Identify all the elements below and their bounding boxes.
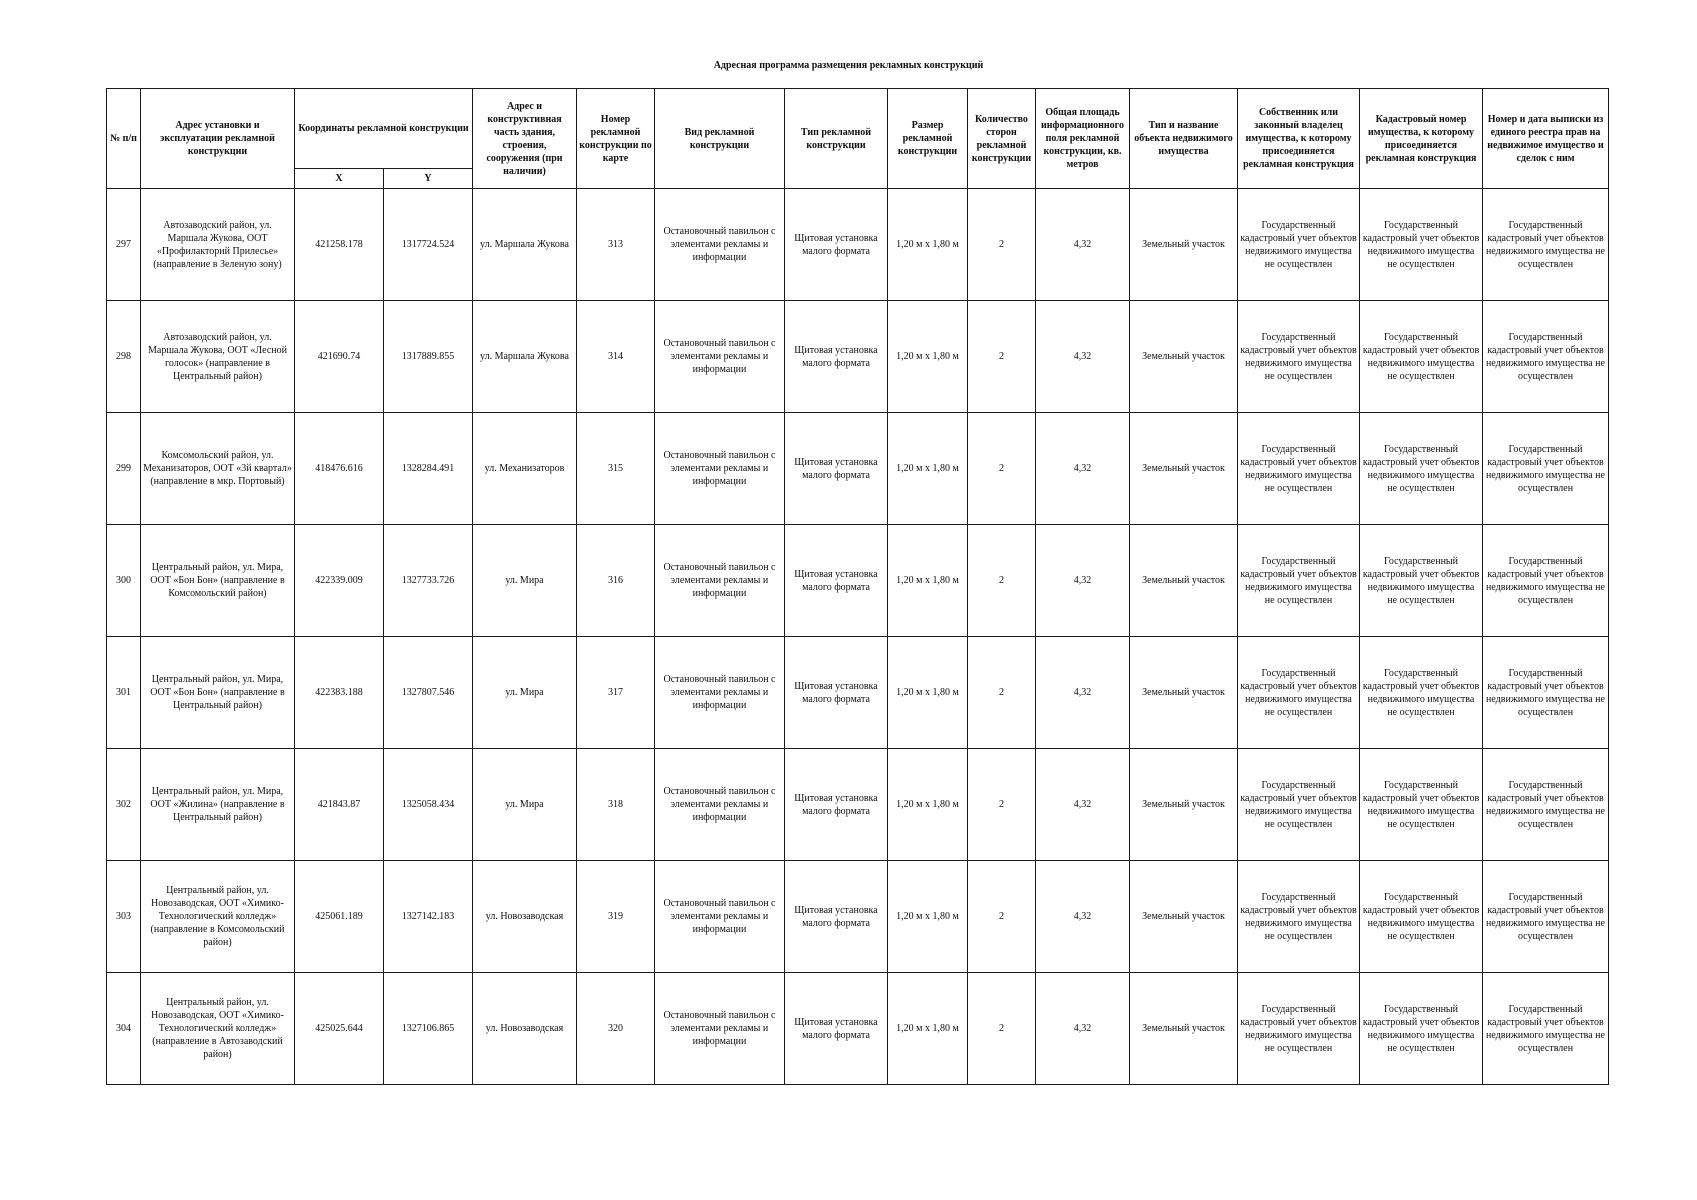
cell-cadastral: Государственный кадастровый учет объектов недвижимого имущества не осуществлен [1360,861,1483,973]
cell-num: 301 [107,637,141,749]
cell-kind: Остановочный павильон с элементами рекламы и информации [655,973,785,1085]
cell-size: 1,20 м х 1,80 м [888,525,968,637]
cell-num: 303 [107,861,141,973]
cell-object: Земельный участок [1130,525,1238,637]
cell-kind: Остановочный павильон с элементами рекламы и информации [655,861,785,973]
header-owner: Собственник или законный владелец имущества, к которому присоединяется рекламная конструкция [1238,89,1360,189]
cell-y: 1317889.855 [384,301,473,413]
cell-map-num: 320 [577,973,655,1085]
header-kind: Вид рекламной конструкции [655,89,785,189]
cell-type: Щитовая установка малого формата [785,525,888,637]
cell-registry: Государственный кадастровый учет объектов недвижимого имущества не осуществлен [1483,525,1609,637]
cell-cadastral: Государственный кадастровый учет объектов недвижимого имущества не осуществлен [1360,189,1483,301]
cell-kind: Остановочный павильон с элементами рекламы и информации [655,301,785,413]
cell-y: 1325058.434 [384,749,473,861]
cell-map-num: 313 [577,189,655,301]
cell-address: Автозаводский район, ул. Маршала Жукова, ООТ «Лесной голосок» (направление в Центральный район) [141,301,295,413]
table-row [107,973,1609,1085]
table-body [107,189,1609,1085]
cell-object: Земельный участок [1130,861,1238,973]
cell-num: 297 [107,189,141,301]
cell-y: 1327733.726 [384,525,473,637]
cell-area: 4,32 [1036,413,1130,525]
cell-x: 418476.616 [295,413,384,525]
cell-building: ул. Новозаводская [473,973,577,1085]
cell-map-num: 319 [577,861,655,973]
cell-owner: Государственный кадастровый учет объектов недвижимого имущества не осуществлен [1238,861,1360,973]
cell-map-num: 314 [577,301,655,413]
cell-registry: Государственный кадастровый учет объектов недвижимого имущества не осуществлен [1483,973,1609,1085]
cell-size: 1,20 м х 1,80 м [888,637,968,749]
cell-y: 1328284.491 [384,413,473,525]
cell-size: 1,20 м х 1,80 м [888,189,968,301]
header-coords: Координаты рекламной конструкции [295,89,473,169]
cell-area: 4,32 [1036,973,1130,1085]
cell-area: 4,32 [1036,637,1130,749]
cell-kind: Остановочный павильон с элементами рекламы и информации [655,525,785,637]
cell-building: ул. Новозаводская [473,861,577,973]
cell-object: Земельный участок [1130,189,1238,301]
cell-building: ул. Мира [473,637,577,749]
header-sides: Количество сторон рекламной конструкции [968,89,1036,189]
cell-area: 4,32 [1036,749,1130,861]
header-building: Адрес и конструктивная часть здания, строения, сооружения (при наличии) [473,89,577,189]
header-num: № п/п [107,89,141,189]
header-object: Тип и название объекта недвижимого имущества [1130,89,1238,189]
cell-object: Земельный участок [1130,749,1238,861]
cell-map-num: 316 [577,525,655,637]
cell-registry: Государственный кадастровый учет объектов недвижимого имущества не осуществлен [1483,413,1609,525]
header-address: Адрес установки и эксплуатации рекламной конструкции [141,89,295,189]
cell-building: ул. Маршала Жукова [473,301,577,413]
header-x: X [295,169,384,189]
cell-kind: Остановочный павильон с элементами рекламы и информации [655,413,785,525]
cell-x: 425061.189 [295,861,384,973]
cell-address: Комсомольский район, ул. Механизаторов, ООТ «3й квартал» (направление в мкр. Портовый) [141,413,295,525]
cell-registry: Государственный кадастровый учет объектов недвижимого имущества не осуществлен [1483,749,1609,861]
cell-address: Центральный район, ул. Мира, ООТ «Бон Бон» (направление в Центральный район) [141,637,295,749]
cell-cadastral: Государственный кадастровый учет объектов недвижимого имущества не осуществлен [1360,973,1483,1085]
cell-x: 421258.178 [295,189,384,301]
cell-sides: 2 [968,413,1036,525]
cell-x: 425025.644 [295,973,384,1085]
cell-size: 1,20 м х 1,80 м [888,861,968,973]
cell-x: 422383.188 [295,637,384,749]
cell-building: ул. Маршала Жукова [473,189,577,301]
header-area: Общая площадь информационного поля рекламной конструкции, кв. метров [1036,89,1130,189]
cell-x: 421690.74 [295,301,384,413]
cell-y: 1327142.183 [384,861,473,973]
cell-y: 1327106.865 [384,973,473,1085]
cell-cadastral: Государственный кадастровый учет объектов недвижимого имущества не осуществлен [1360,301,1483,413]
cell-address: Центральный район, ул. Мира, ООТ «Жилина» (направление в Центральный район) [141,749,295,861]
table-row [107,861,1609,973]
cell-type: Щитовая установка малого формата [785,749,888,861]
cell-size: 1,20 м х 1,80 м [888,749,968,861]
cell-area: 4,32 [1036,525,1130,637]
cell-size: 1,20 м х 1,80 м [888,413,968,525]
cell-sides: 2 [968,749,1036,861]
cell-object: Земельный участок [1130,637,1238,749]
cell-size: 1,20 м х 1,80 м [888,973,968,1085]
cell-cadastral: Государственный кадастровый учет объектов недвижимого имущества не осуществлен [1360,413,1483,525]
cell-sides: 2 [968,525,1036,637]
cell-owner: Государственный кадастровый учет объектов недвижимого имущества не осуществлен [1238,637,1360,749]
cell-kind: Остановочный павильон с элементами рекламы и информации [655,189,785,301]
cell-owner: Государственный кадастровый учет объектов недвижимого имущества не осуществлен [1238,413,1360,525]
cell-owner: Государственный кадастровый учет объектов недвижимого имущества не осуществлен [1238,973,1360,1085]
cell-address: Автозаводский район, ул. Маршала Жукова, ООТ «Профилакторий Прилесье» (направление в Зеленую зону) [141,189,295,301]
cell-x: 422339.009 [295,525,384,637]
header-map-num: Номер рекламной конструкции по карте [577,89,655,189]
cell-type: Щитовая установка малого формата [785,301,888,413]
cell-owner: Государственный кадастровый учет объектов недвижимого имущества не осуществлен [1238,525,1360,637]
cell-type: Щитовая установка малого формата [785,973,888,1085]
cell-object: Земельный участок [1130,413,1238,525]
cell-cadastral: Государственный кадастровый учет объектов недвижимого имущества не осуществлен [1360,749,1483,861]
cell-type: Щитовая установка малого формата [785,189,888,301]
cell-building: ул. Мира [473,749,577,861]
cell-num: 302 [107,749,141,861]
table-header [107,89,1609,189]
table-row [107,525,1609,637]
header-cadastral: Кадастровый номер имущества, к которому присоединяется рекламная конструкция [1360,89,1483,189]
cell-type: Щитовая установка малого формата [785,413,888,525]
cell-kind: Остановочный павильон с элементами рекламы и информации [655,637,785,749]
document-title: Адресная программа размещения рекламных конструкций [713,60,984,71]
cell-sides: 2 [968,973,1036,1085]
cell-sides: 2 [968,301,1036,413]
cell-sides: 2 [968,189,1036,301]
header-size: Размер рекламной конструкции [888,89,968,189]
cell-y: 1317724.524 [384,189,473,301]
cell-owner: Государственный кадастровый учет объектов недвижимого имущества не осуществлен [1238,749,1360,861]
cell-address: Центральный район, ул. Новозаводская, ООТ «Химико-Технологический колледж» (направление в Автозаводский район) [141,973,295,1085]
cell-cadastral: Государственный кадастровый учет объектов недвижимого имущества не осуществлен [1360,637,1483,749]
header-y: Y [384,169,473,189]
cell-registry: Государственный кадастровый учет объектов недвижимого имущества не осуществлен [1483,301,1609,413]
table-row [107,749,1609,861]
cell-type: Щитовая установка малого формата [785,861,888,973]
cell-type: Щитовая установка малого формата [785,637,888,749]
cell-map-num: 315 [577,413,655,525]
cell-num: 300 [107,525,141,637]
header-registry: Номер и дата выписки из единого реестра прав на недвижимое имущество и сделок с ним [1483,89,1609,189]
cell-registry: Государственный кадастровый учет объектов недвижимого имущества не осуществлен [1483,189,1609,301]
cell-num: 299 [107,413,141,525]
cell-num: 304 [107,973,141,1085]
cell-size: 1,20 м х 1,80 м [888,301,968,413]
cell-owner: Государственный кадастровый учет объектов недвижимого имущества не осуществлен [1238,189,1360,301]
cell-registry: Государственный кадастровый учет объектов недвижимого имущества не осуществлен [1483,861,1609,973]
cell-building: ул. Механизаторов [473,413,577,525]
cell-building: ул. Мира [473,525,577,637]
header-type: Тип рекламной конструкции [785,89,888,189]
cell-map-num: 317 [577,637,655,749]
table-row [107,637,1609,749]
cell-object: Земельный участок [1130,301,1238,413]
cell-address: Центральный район, ул. Мира, ООТ «Бон Бон» (направление в Комсомольский район) [141,525,295,637]
cell-area: 4,32 [1036,301,1130,413]
advertising-program-table [106,88,1609,1085]
cell-sides: 2 [968,861,1036,973]
cell-x: 421843.87 [295,749,384,861]
cell-num: 298 [107,301,141,413]
table-row [107,189,1609,301]
cell-owner: Государственный кадастровый учет объектов недвижимого имущества не осуществлен [1238,301,1360,413]
table-row [107,413,1609,525]
cell-registry: Государственный кадастровый учет объектов недвижимого имущества не осуществлен [1483,637,1609,749]
cell-sides: 2 [968,637,1036,749]
cell-cadastral: Государственный кадастровый учет объектов недвижимого имущества не осуществлен [1360,525,1483,637]
cell-area: 4,32 [1036,189,1130,301]
cell-y: 1327807.546 [384,637,473,749]
cell-map-num: 318 [577,749,655,861]
table-row [107,301,1609,413]
cell-area: 4,32 [1036,861,1130,973]
cell-object: Земельный участок [1130,973,1238,1085]
cell-kind: Остановочный павильон с элементами рекламы и информации [655,749,785,861]
cell-address: Центральный район, ул. Новозаводская, ООТ «Химико-Технологический колледж» (направление в Комсомольский район) [141,861,295,973]
